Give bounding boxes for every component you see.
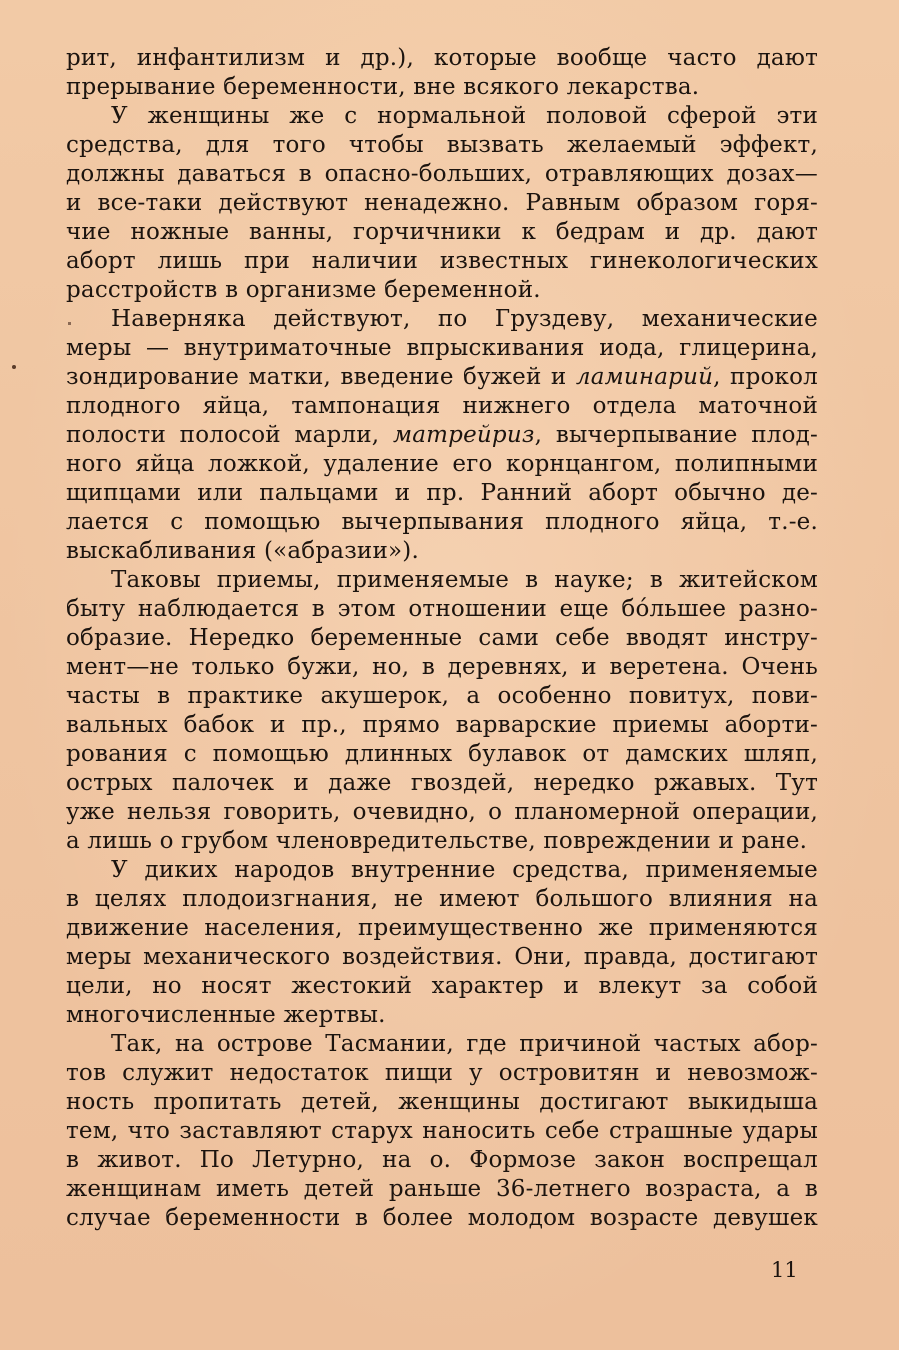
text-line: часты в практике акушерок, а особенно повитух, пови- xyxy=(66,683,818,709)
text-segment: , вычерпывание плод- xyxy=(534,422,818,448)
italic-term: матрейриз xyxy=(392,422,535,448)
text-line xyxy=(66,363,818,392)
text-line: должны даваться в опасно-больших, отравляющих дозах— xyxy=(66,161,818,187)
text-line: рования с помощью длинных булавок от дамских шляп, xyxy=(66,741,818,767)
text-line: тем, что заставляют старух наносить себе страшные удары xyxy=(66,1118,818,1144)
text-segment: полости полосой марли, xyxy=(66,422,393,448)
text-line: чие ножные ванны, горчичники к бедрам и др. дают xyxy=(66,219,818,245)
page-number: 11 xyxy=(771,1258,798,1282)
text-line: а лишь о грубом членовредительстве, повреждении и ране. xyxy=(66,828,808,854)
text-line: аборт лишь при наличии известных гинекологических xyxy=(66,248,818,274)
text-line: ного яйца ложкой, удаление его корнцангом, полипными xyxy=(66,451,818,477)
text-line: быту наблюдается в этом отношении еще бо́льшее разно- xyxy=(66,596,818,622)
text-line: острых палочек и даже гвоздей, нередко ржавых. Тут xyxy=(66,770,818,796)
text-line: меры механического воздействия. Они, правда, достигают xyxy=(66,944,818,970)
text-line: рит, инфантилизм и др.), которые вообще часто дают xyxy=(66,45,818,71)
italic-term: ламинарий xyxy=(575,364,714,390)
text-line: образие. Нередко беременные сами себе вводят инстру- xyxy=(66,625,818,651)
text-line: тов служит недостаток пищи у островитян и невозмож- xyxy=(66,1060,818,1086)
text-segment: зондирование матки, введение бужей и xyxy=(66,364,576,390)
text-line: лается с помощью вычерпывания плодного яйца, т.-е. xyxy=(66,509,818,535)
text-segment: , прокол xyxy=(713,364,818,390)
text-line xyxy=(66,421,818,450)
text-line: в целях плодоизгнания, не имеют большого влияния на xyxy=(66,886,818,912)
text-line: многочисленные жертвы. xyxy=(66,1002,386,1028)
text-line: меры — внутриматочные впрыскивания иода, глицерина, xyxy=(66,335,818,361)
text-line: цели, но носят жестокий характер и влекут за собой xyxy=(66,973,818,999)
text-line: женщинам иметь детей раньше 36-летнего возраста, а в xyxy=(66,1176,818,1202)
text-line: щипцами или пальцами и пр. Ранний аборт обычно де- xyxy=(66,480,818,506)
text-line: расстройств в организме беременной. xyxy=(66,277,541,303)
text-line: в живот. По Летурно, на о. Формозе закон воспрещал xyxy=(66,1147,818,1173)
text-line: случае беременности в более молодом возрасте девушек xyxy=(66,1205,818,1231)
text-line: вальных бабок и пр., прямо варварские приемы аборти- xyxy=(66,712,818,738)
text-line: движение населения, преимущественно же применяются xyxy=(66,915,818,941)
text-line: мент—не только бужи, но, в деревнях, и веретена. Очень xyxy=(66,654,818,680)
text-line: прерывание беременности, вне всякого лекарства. xyxy=(66,74,700,100)
text-line: Наверняка действуют, по Груздеву, механические xyxy=(111,306,818,332)
text-line: средства, для того чтобы вызвать желаемый эффект, xyxy=(66,132,818,158)
text-line: выскабливания («абразии»). xyxy=(66,538,419,564)
text-line: Таковы приемы, применяемые в науке; в житейском xyxy=(111,567,818,593)
body-text xyxy=(66,44,818,1233)
margin-speck xyxy=(12,365,16,369)
text-line: ность пропитать детей, женщины достигают выкидыша xyxy=(66,1089,818,1115)
text-line: У женщины же с нормальной половой сферой эти xyxy=(111,103,818,129)
text-line: плодного яйца, тампонация нижнего отдела маточной xyxy=(66,393,818,419)
text-line: У диких народов внутренние средства, применяемые xyxy=(111,857,818,883)
text-line: и все-таки действуют ненадежно. Равным образом горя- xyxy=(66,190,818,216)
text-line: Так, на острове Тасмании, где причиной частых абор- xyxy=(111,1031,818,1057)
text-line: уже нельзя говорить, очевидно, о планомерной операции, xyxy=(66,799,818,825)
